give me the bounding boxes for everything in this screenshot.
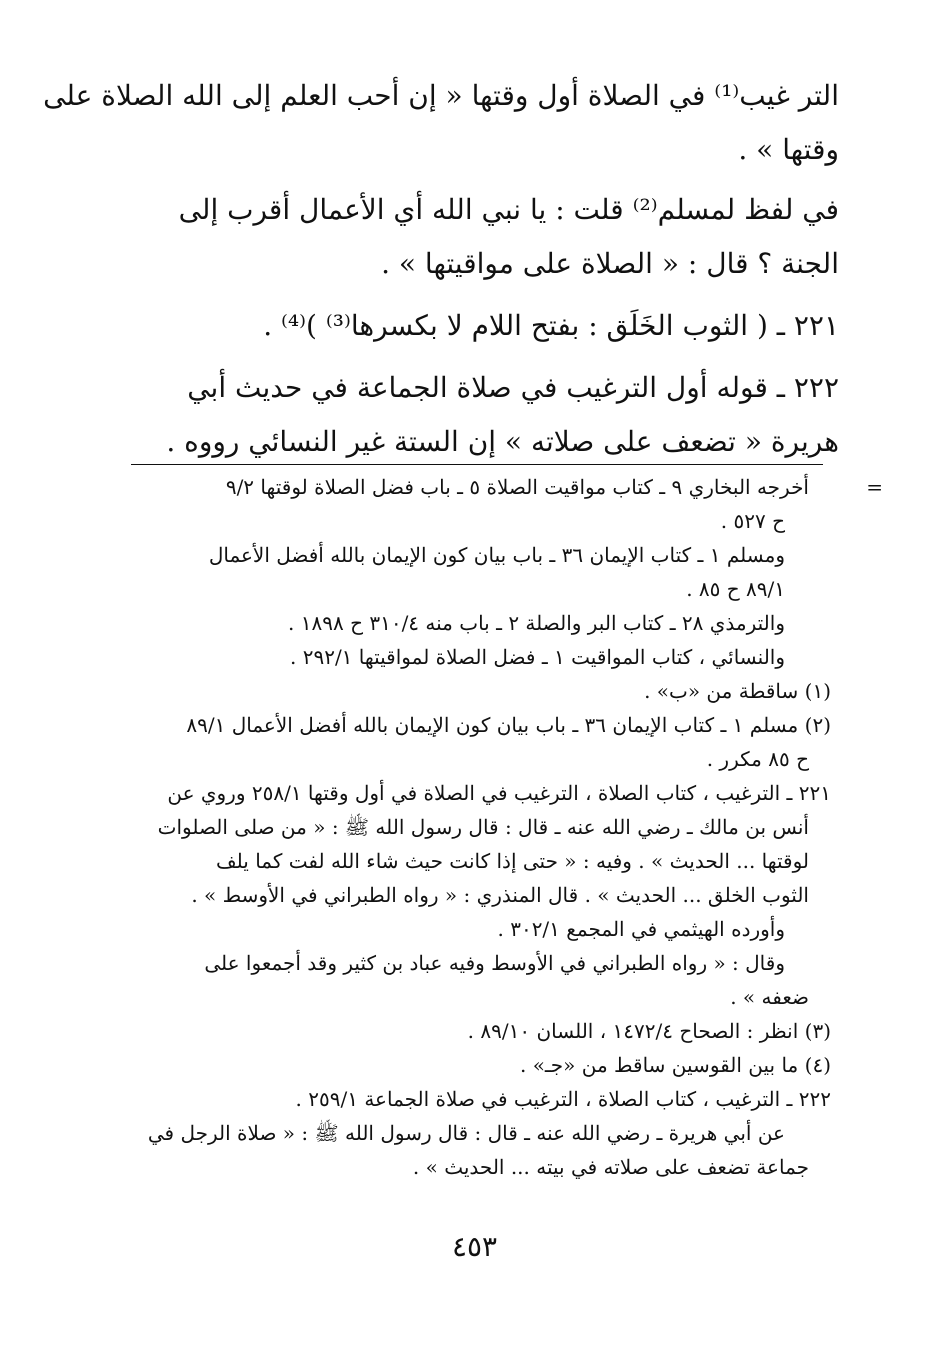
footnote-line-17: (٣) انظر : الصحاح ١٤٧٢/٤ ، اللسان ٨٩/١٠ . <box>467 1019 831 1043</box>
footnote-line-18: (٤) ما بين القوسين ساقط من «جـ» . <box>519 1053 831 1077</box>
footnote-line-20: عن أبي هريرة ـ رضي الله عنه ـ قال : قال رسول الله ﷺ : « صلاة الرجل في <box>147 1121 785 1145</box>
footnote-line-6: والنسائي ، كتاب المواقيت ١ ـ فضل الصلاة لمواقيتها ٢٩٢/١ . <box>290 645 785 669</box>
main-line-2: وقتها » . <box>738 133 839 166</box>
main-line-4: الجنة ؟ قال : « الصلاة على مواقيتها » . <box>381 247 839 280</box>
main-line-1: التر غيب⁽¹⁾ في الصلاة أول وقتها « إن أحب العلم إلى الله الصلاة على <box>43 79 839 112</box>
main-line-3: في لفظ لمسلم⁽²⁾ قلت : يا نبي الله أي الأعمال أقرب إلى <box>178 193 839 226</box>
footnote-line-14: وأورده الهيثمي في المجمع ٣٠٢/١ . <box>497 917 785 941</box>
footnote-line-7: (١) ساقطة من «ب» . <box>644 679 831 703</box>
footnote-rule <box>131 464 823 465</box>
footnote-line-11: أنس بن مالك ـ رضي الله عنه ـ قال : قال رسول الله ﷺ : « من صلى الصلوات <box>157 815 809 839</box>
footnote-line-4: ٨٩/١ ح ٨٥ . <box>686 577 785 601</box>
page-number: ٤٥٣ <box>451 1230 498 1263</box>
footnote-line-19: ٢٢٢ ـ الترغيب ، كتاب الصلاة ، الترغيب في صلاة الجماعة ٢٥٩/١ . <box>295 1087 831 1111</box>
main-line-6: ٢٢٢ ـ قوله أول الترغيب في صلاة الجماعة في حديث أبي <box>187 371 839 404</box>
footnote-line-2: ح ٥٢٧ . <box>720 509 785 533</box>
main-text <box>43 79 839 482</box>
footnote-line-1-text: أخرجه البخاري ٩ ـ كتاب مواقيت الصلاة ٥ ـ باب فضل الصلاة لوقتها ٩/٢ <box>225 475 809 499</box>
continuation-marker: = <box>866 475 883 499</box>
main-line-7: هريرة « تضعف على صلاته » إن الستة غير النسائي رووه . <box>166 425 839 458</box>
footnote-line-16: ضعفه » . <box>730 985 809 1009</box>
footnote-line-5: والترمذي ٢٨ ـ كتاب البر والصلة ٢ ـ باب منه ٣١٠/٤ ح ١٨٩٨ . <box>288 611 785 635</box>
footnote-line-21: جماعة تضعف على صلاته في بيته ... الحديث » . <box>412 1155 809 1179</box>
footnote-line-8: (٢) مسلم ١ ـ كتاب الإيمان ٣٦ ـ باب بيان كون الإيمان بالله أفضل الأعمال ٨٩/١ <box>186 713 831 737</box>
footnote-line-1 <box>126 470 883 504</box>
footnote-line-12: لوقتها ... الحديث » . وفيه : « حتى إذا كانت حيث شاء الله لفت كما يلف <box>215 849 809 873</box>
footnote-line-15: وقال : « رواه الطبراني في الأوسط وفيه عباد بن كثير وقد أجمعوا على <box>204 951 785 975</box>
footnotes <box>126 470 883 1184</box>
footnote-line-13: الثوب الخلق ... الحديث » . قال المنذري : « رواه الطبراني في الأوسط » . <box>191 883 809 907</box>
main-line-5: ٢٢١ ـ ( الثوب الخَلَق : بفتح اللام لا بكسرها⁽³⁾ )⁽⁴⁾ . <box>263 309 839 342</box>
footnote-line-9: ح ٨٥ مكرر . <box>706 747 809 771</box>
footnote-line-10: ٢٢١ ـ الترغيب ، كتاب الصلاة ، الترغيب في الصلاة في أول وقتها ٢٥٨/١ وروي عن <box>167 781 831 805</box>
footnote-line-3: ومسلم ١ ـ كتاب الإيمان ٣٦ ـ باب بيان كون الإيمان بالله أفضل الأعمال <box>208 543 785 567</box>
